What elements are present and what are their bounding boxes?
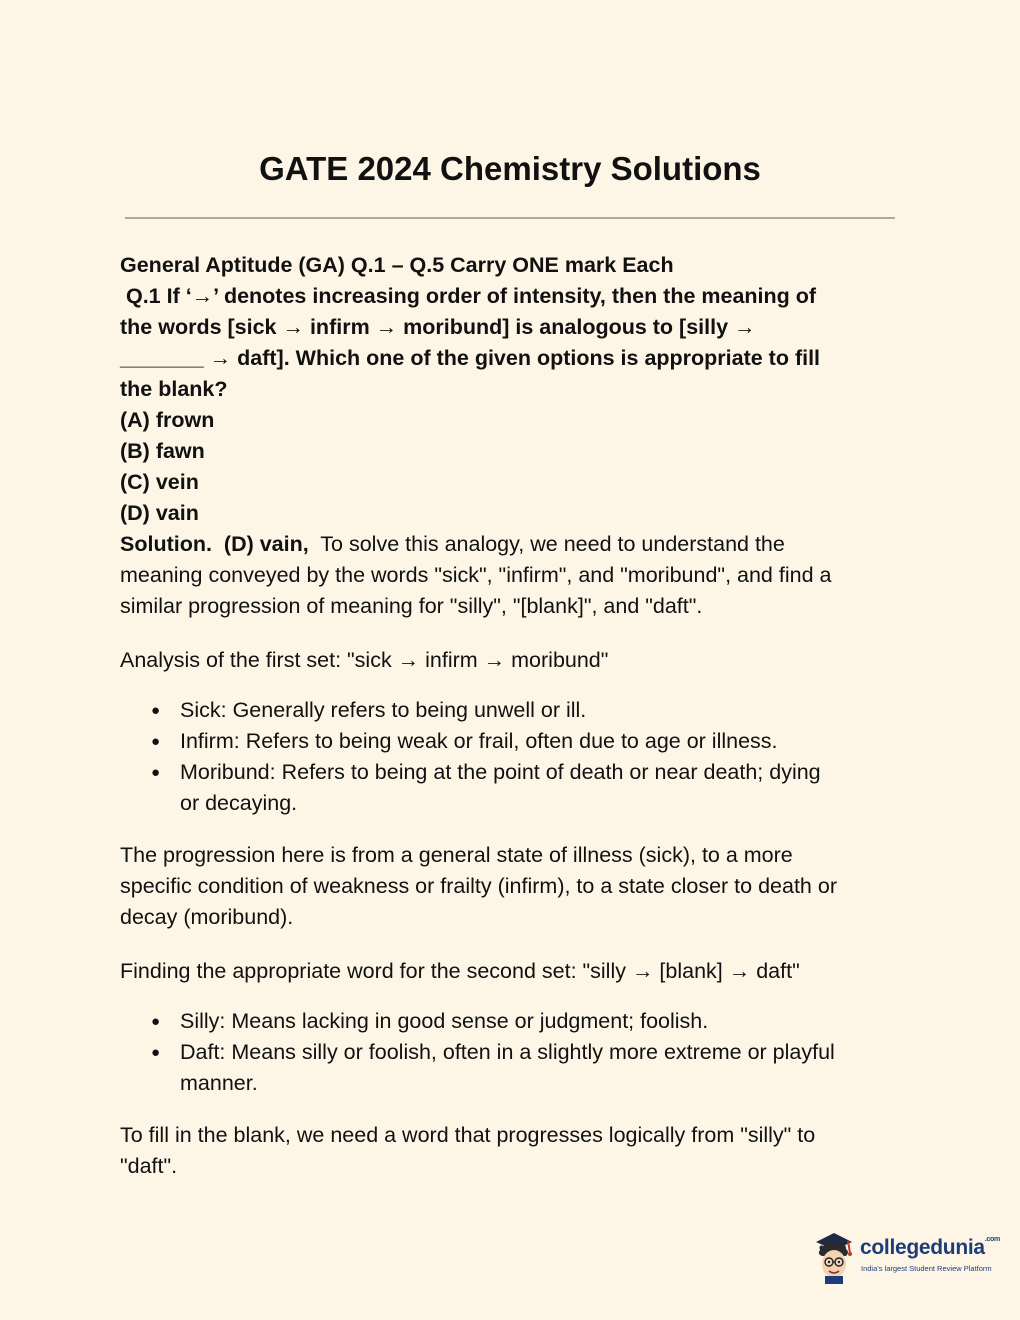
first-set-list [120, 695, 905, 819]
solution-line [120, 529, 905, 560]
logo-wordmark: collegedunia$^{.com}$ [860, 1236, 1000, 1259]
question-line: the blank? [120, 377, 228, 401]
question-block [120, 281, 905, 529]
solution-label: Solution. [120, 532, 212, 556]
option-c: (C) vein [120, 470, 199, 494]
list-item: ● Infirm: Refers to being weak or frail, often due to age or illness. [180, 726, 905, 757]
solution-line: meaning conveyed by the words "sick", "infirm", and "moribund", and find a [120, 563, 832, 587]
document-body [120, 250, 905, 1182]
solution-answer: (D) vain, [223, 532, 309, 556]
logo-suffix: .com [984, 1236, 1000, 1243]
list-item-text: Daft: Means silly or foolish, often in a slightly more extreme or playful [180, 1040, 835, 1064]
list-item [180, 757, 905, 819]
list-item-text: manner. [180, 1071, 258, 1095]
collegedunia-logo [812, 1228, 1000, 1284]
title-divider [125, 217, 895, 219]
analysis-intro: Analysis of the first set: "sick → infirm → moribund" [120, 648, 609, 672]
mascot-icon [812, 1228, 858, 1284]
solution-block [120, 529, 905, 622]
paragraph-line: "daft". [120, 1154, 178, 1178]
option-a: (A) frown [120, 408, 215, 432]
progression-paragraph [120, 840, 905, 933]
question-line: _______ → daft]. Which one of the given options is appropriate to fill [120, 346, 821, 370]
logo-tagline: India's largest Student Review Platform [861, 1264, 992, 1273]
list-item: ● Silly: Means lacking in good sense or judgment; foolish. [180, 1006, 905, 1037]
list-item-text: Moribund: Refers to being at the point of death or near death; dying [180, 760, 821, 784]
paragraph-line: specific condition of weakness or frailty (infirm), to a state closer to death or [120, 874, 837, 898]
list-item [180, 1037, 905, 1099]
conclusion-paragraph [120, 1120, 905, 1182]
paragraph-line: The progression here is from a general state of illness (sick), to a more [120, 843, 793, 867]
list-item: ● Sick: Generally refers to being unwell or ill. [180, 695, 905, 726]
second-set-list [120, 1006, 905, 1099]
question-line: Q.1 If ‘→’ denotes increasing order of intensity, then the meaning of [120, 284, 817, 308]
paragraph-line: decay (moribund). [120, 905, 294, 929]
solution-text: To solve this analogy, we need to understand the [320, 532, 785, 556]
paragraph-line: To fill in the blank, we need a word that progresses logically from "silly" to [120, 1123, 816, 1147]
option-b: (B) fawn [120, 439, 205, 463]
option-d: (D) vain [120, 501, 199, 525]
page-title: GATE 2024 Chemistry Solutions [259, 150, 761, 187]
solution-line: similar progression of meaning for "silly", "[blank]", and "daft". [120, 594, 703, 618]
question-line: the words [sick → infirm → moribund] is analogous to [silly → [120, 315, 756, 339]
section-heading: General Aptitude (GA) Q.1 – Q.5 Carry ONE mark Each [120, 253, 674, 277]
list-item-text: or decaying. [180, 791, 298, 815]
second-set-intro: Finding the appropriate word for the second set: "silly → [blank] → daft" [120, 959, 800, 983]
